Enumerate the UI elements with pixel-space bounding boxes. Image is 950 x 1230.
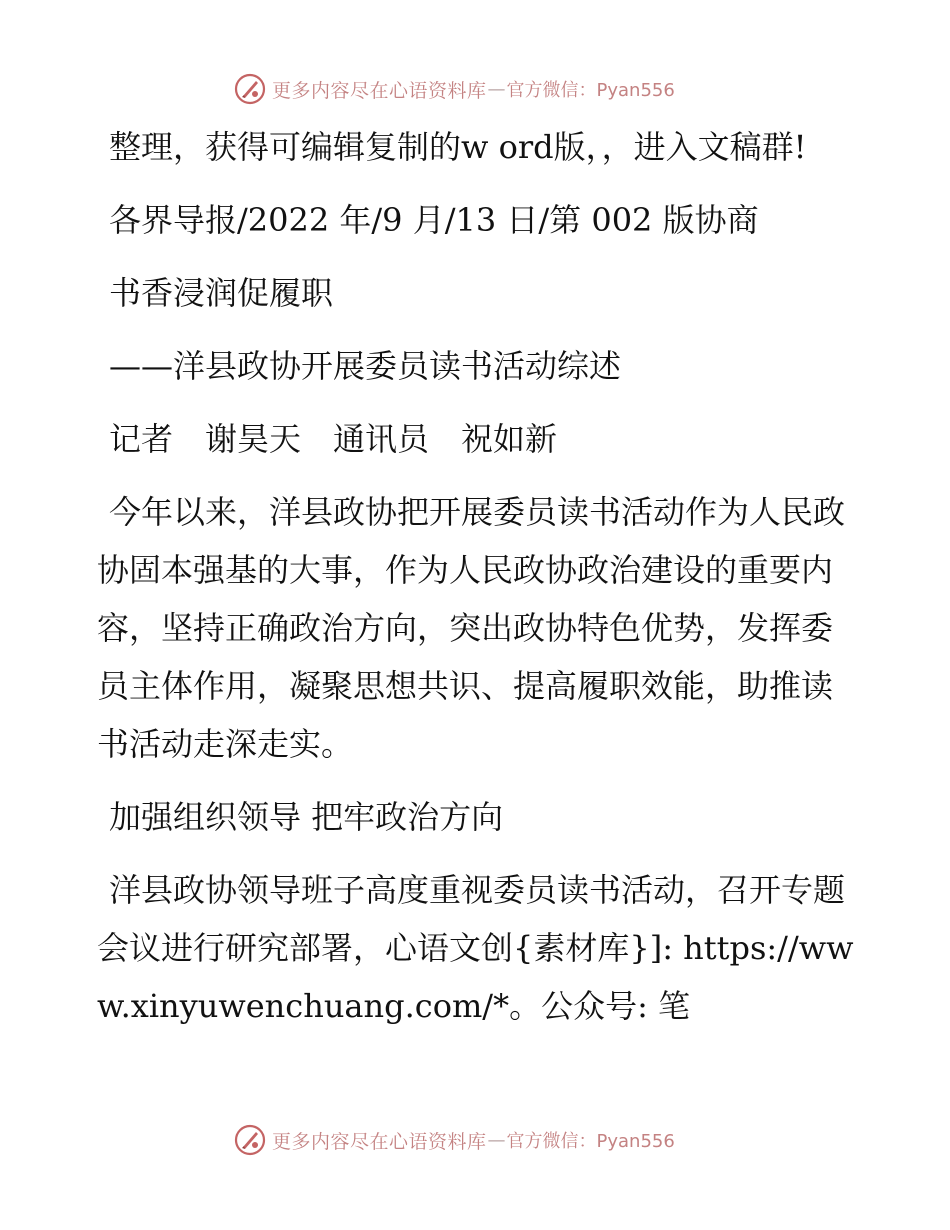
watermark-contact: 官方微信：Pyan556	[506, 1131, 675, 1152]
byline: 记者 谢昊天 通讯员 祝如新	[109, 420, 558, 458]
quill-pen-icon	[234, 1124, 266, 1156]
watermark-brand: 更多内容尽在心语资料库	[272, 1130, 487, 1153]
document-body	[97, 118, 857, 1035]
body-paragraph: 洋县政协领导班子高度重视委员读书活动，召开专题会议进行研究部署，心语文创{素材库}]: https://www.xinyuwenchuang.com/*。公众号: 笔	[97, 871, 854, 1025]
watermark-footer	[234, 1123, 675, 1157]
watermark-header	[234, 72, 675, 106]
watermark-dash: —	[487, 78, 506, 100]
quill-pen-icon	[234, 73, 266, 105]
section-heading: 加强组织领导 把牢政治方向	[109, 798, 504, 836]
source-line: 各界导报/2022 年/9 月/13 日/第 002 版协商	[109, 201, 759, 239]
headline: 书香浸润促履职	[109, 274, 334, 312]
watermark-contact: 官方微信：Pyan556	[506, 80, 675, 101]
intro-paragraph: 整理，获得可编辑复制的w ord版，，进入文稿群!	[109, 128, 807, 166]
lead-paragraph: 今年以来，洋县政协把开展委员读书活动作为人民政协固本强基的大事，作为人民政协政治建设的重要内容，坚持正确政治方向，突出政协特色优势，发挥委员主体作用，凝聚思想共识、提高履职效能，助推读书活动走深走实。	[97, 493, 846, 763]
watermark-brand: 更多内容尽在心语资料库	[272, 79, 487, 102]
watermark-dash: —	[487, 1129, 506, 1151]
subheadline: ——洋县政协开展委员读书活动综述	[109, 347, 622, 385]
